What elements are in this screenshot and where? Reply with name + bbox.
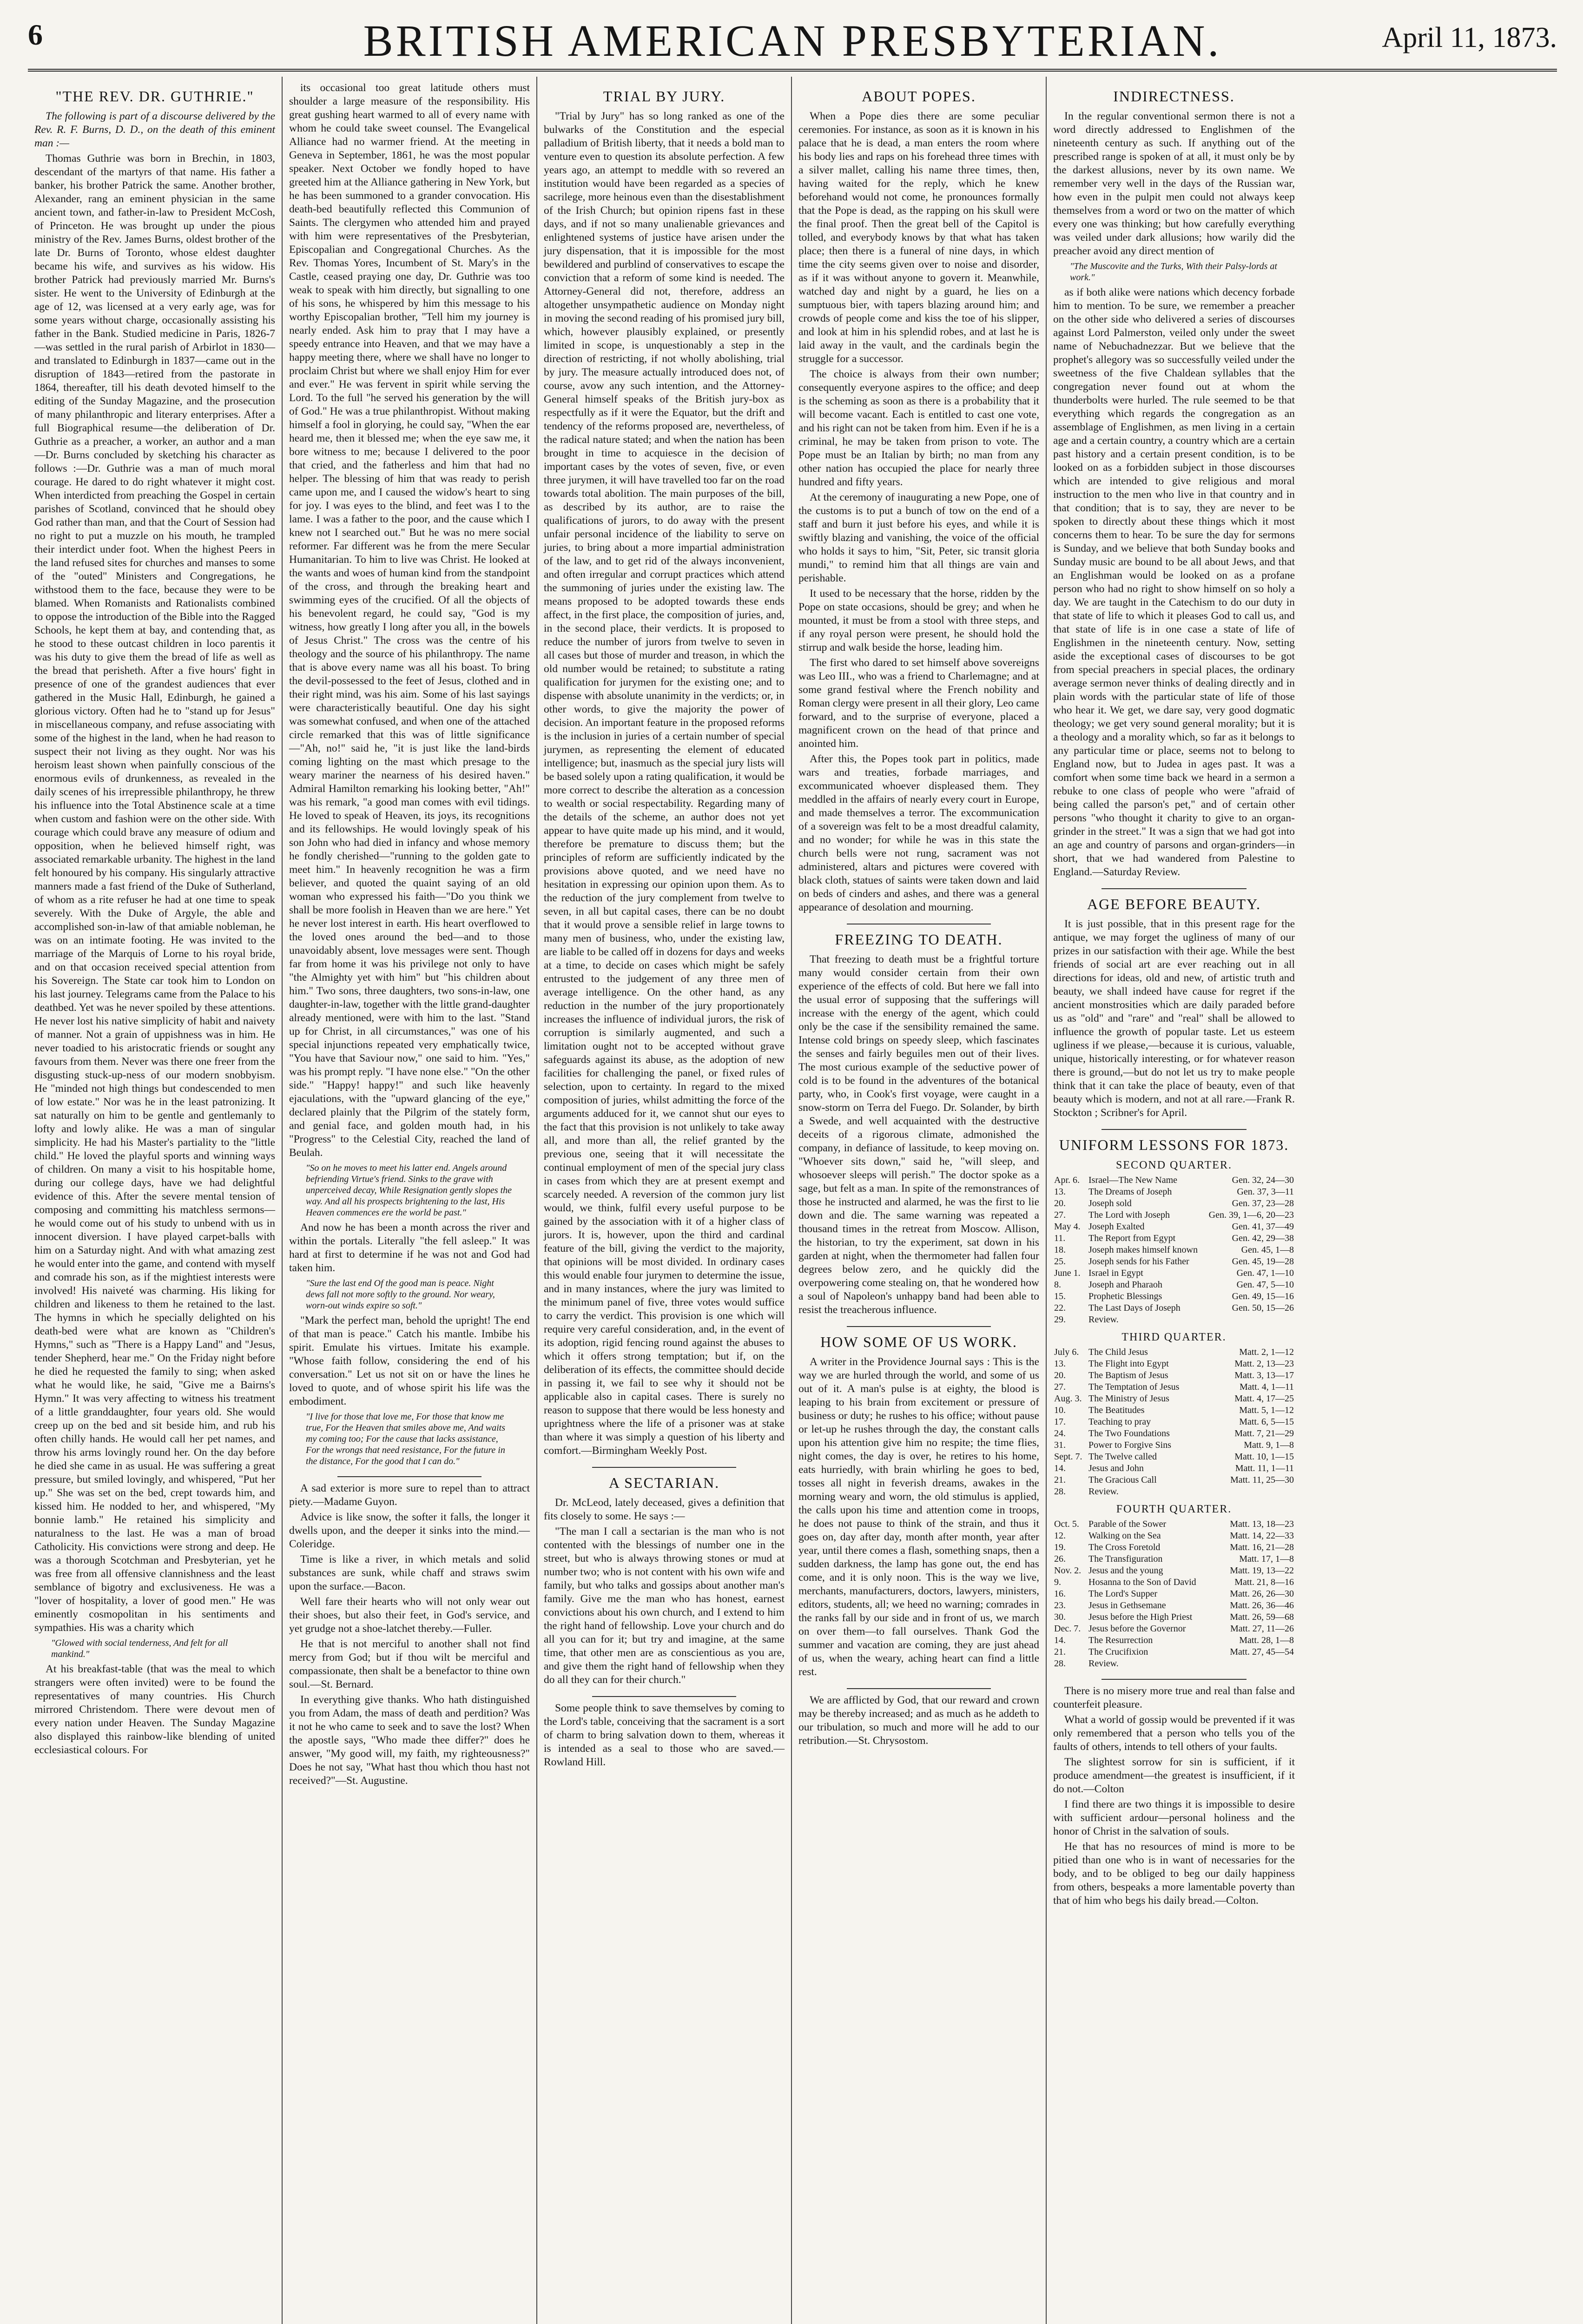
- lesson-title: Power to Forgive Sins: [1088, 1440, 1171, 1450]
- lesson-row: [1053, 1611, 1295, 1623]
- lesson-date: 21.: [1054, 1647, 1066, 1657]
- lesson-date: 14.: [1054, 1463, 1066, 1473]
- quotation: Well fare their hearts who will not only wear out their shoes, but also their feet, in God's service, and yet grudge not a shoe-latchet thereby.—Fuller.: [289, 1596, 530, 1635]
- lesson-date: Sept. 7.: [1054, 1452, 1082, 1462]
- lesson-ref: Matt. 13, 18—23: [1230, 1519, 1294, 1529]
- verse-quote: "The Muscovite and the Turks, With their Palsy-lords at work.": [1070, 261, 1277, 283]
- lesson-date: 18.: [1054, 1245, 1066, 1255]
- lesson-ref: Gen. 45, 19—28: [1232, 1256, 1294, 1267]
- page-number: 6: [28, 18, 43, 51]
- lesson-title: Review.: [1088, 1658, 1119, 1669]
- verse-quote: "Sure the last end Of the good man is peace. Night dews fall not more softly to the ground. Nor weary, worn-out winds expire so soft.": [306, 1278, 495, 1311]
- lesson-title: Walking on the Sea: [1088, 1531, 1161, 1541]
- quotation: In everything give thanks. Who hath distinguished you from Adam, the mass of death and perdition? Was it not he who came to seek and to save the lost? When the apostle says, "Who made thee differ?" does he answer, "My good will, my faith, my righteousness?" Does he not say, "What hast thou which thou hast not received?"—St. Augustine.: [289, 1694, 530, 1787]
- lesson-row: [1053, 1186, 1295, 1198]
- article-paragraph: A writer in the Providence Journal says : This is the way we are hurled through the world, and some of us out of it. A man's pulse is at eighty, the blood is leaping to his brain from excitement or pressure of business or duty; he rushes to his office; without pause or let-up he rushes through the day, the constant calls upon his attention give him no respite; the time flies, night comes, the day is over, he retires to his home, eats hurriedly, with brain whirling he goes to bed, tosses all night in feverish dreams, awakes in the morning weary and worn, the old stimulus is applied, the calls upon his time and attention come in troops, he does not pause to think of the strain, and thus it goes on, day after day, month after month, year after year, until there comes a flash, something snaps, then a sudden darkness, the lamp has gone out, the end has come, and it is only noon. This is the way we live, merchants, manufacturers, doctors, lawyers, ministers, editors, students, all; we heed no warning; comrades in the ranks fall by our side and in front of us, we march on over them—to fall ourselves. Thank God the summer and vacation are coming, they are just ahead of us, when the weary, aching heart can find a little rest.: [798, 1356, 1039, 1678]
- section-divider: [847, 1326, 991, 1327]
- verse-quote: "So on he moves to meet his latter end. Angels around befriending Virtue's friend. Sinks to the grave with unperceived decay, While Resignation gently slopes the way. And all his prospects brightening to the last, His Heaven commences ere the world be past.": [306, 1163, 512, 1218]
- section-divider: [1102, 1679, 1247, 1680]
- lesson-row: [1053, 1175, 1295, 1186]
- lesson-title: The Lord with Joseph: [1088, 1210, 1170, 1220]
- lesson-row: [1053, 1463, 1295, 1474]
- lesson-date: 22.: [1054, 1303, 1066, 1313]
- lesson-ref: [1204, 1314, 1295, 1326]
- lesson-ref: Matt. 2, 13—23: [1234, 1359, 1294, 1369]
- article-paragraph: When a Pope dies there are some peculiar ceremonies. For instance, as soon as it is known in his palace that he is dead, a man enters the room where his body lies and raps on his forehead three times with a silver mallet, calling his name three times, then, having waited for the reply, which he knew beforehand would not come, he pronounces formally that the Pope is dead, as the rapping on his skull were the final proof. Then the great bell of the Capitol is tolled, and everybody knows by that what has taken place; then there is a funeral of nine days, in which time the city seems given over to noise and disorder, as if it was without anyone to govern it. Meanwhile, watched day and night by a guard, he lies on a sumptuous bier, with tapers blazing around him; and crowds of people come and kiss the toe of his slipper, and look at him in his splendid robes, and at last he is laid away in the vault, and the cardinals begin the struggle for a successor.: [798, 110, 1039, 365]
- lesson-date: 8.: [1054, 1280, 1061, 1290]
- lesson-row: [1053, 1474, 1295, 1486]
- lesson-row: [1053, 1519, 1295, 1530]
- lesson-ref: Matt. 9, 1—8: [1244, 1440, 1294, 1450]
- lesson-title: Jesus before the Governor: [1088, 1624, 1186, 1634]
- quotation: He that has no resources of mind is more to be pitied than one who is in want of necessaries for the body, and to be obliged to beg our daily happiness from others, bespeaks a more lamentable poverty than that of him who begs his daily bread.—Colton.: [1053, 1841, 1295, 1907]
- lesson-ref: Gen. 47, 1—10: [1236, 1268, 1294, 1278]
- lesson-row: [1053, 1439, 1295, 1451]
- lesson-ref: Matt. 17, 1—8: [1239, 1554, 1294, 1564]
- lesson-title: Israel in Egypt: [1088, 1268, 1143, 1278]
- lesson-ref: [1209, 1486, 1295, 1498]
- lesson-date: 14.: [1054, 1635, 1066, 1645]
- quarter-heading: SECOND QUARTER.: [1116, 1159, 1232, 1171]
- quotation: He that is not merciful to another shall not find mercy from God; but if thou wilt be merciful and compassionate, then shalt be a benefactor to thine own soul.—St. Bernard.: [289, 1638, 530, 1690]
- lesson-date: 20.: [1054, 1370, 1066, 1380]
- lesson-row: [1053, 1244, 1295, 1256]
- lesson-date: 17.: [1054, 1417, 1066, 1427]
- column-3: [537, 77, 792, 2324]
- lesson-row: [1053, 1381, 1295, 1393]
- lesson-date: 27.: [1054, 1382, 1066, 1392]
- section-divider: [337, 1476, 482, 1477]
- lesson-title: The Report from Egypt: [1088, 1233, 1176, 1243]
- lesson-ref: Matt. 14, 22—33: [1230, 1531, 1294, 1541]
- lesson-date: 24.: [1054, 1428, 1066, 1439]
- lesson-title: Jesus in Gethsemane: [1088, 1600, 1166, 1611]
- lesson-title: Jesus before the High Priest: [1088, 1612, 1193, 1622]
- quarter-heading: THIRD QUARTER.: [1121, 1331, 1227, 1343]
- lesson-date: 23.: [1054, 1600, 1066, 1611]
- lesson-title: The Dreams of Joseph: [1088, 1187, 1172, 1197]
- article-paragraph: The choice is always from their own number; consequently everyone aspires to the office; and deep is the scheming as soon as there is a probability that it will become vacant. Each is entitled to cast one vote, and his right can not be taken from him. Even if he is a criminal, he may be taken from prison to vote. The Pope must be an Italian by birth; no man from any other nation has occupied the place for nearly three hundred and fifty years.: [798, 368, 1039, 488]
- lesson-date: Oct. 5.: [1054, 1519, 1079, 1529]
- lesson-row: [1053, 1588, 1295, 1600]
- lesson-title: Jesus and the young: [1088, 1565, 1163, 1576]
- lesson-date: 25.: [1054, 1256, 1066, 1267]
- lesson-date: 19.: [1054, 1542, 1066, 1552]
- lesson-ref: Matt. 7, 21—29: [1234, 1428, 1294, 1439]
- lesson-title: Jesus and John: [1088, 1463, 1144, 1473]
- lesson-title: The Transfiguration: [1088, 1554, 1163, 1564]
- lesson-ref: Gen. 41, 37—49: [1232, 1221, 1294, 1232]
- lesson-row: [1053, 1314, 1295, 1326]
- verse-quote: "Glowed with social tenderness, And felt for all mankind.": [51, 1638, 228, 1659]
- article-paragraph: In the regular conventional sermon there is not a word directly addressed to Englishmen of the nineteenth century as such. If anything out of the prescribed range is spoken of at all, it must only be by the darkest allusions, never by its own name. We remember very well in the days of the Russian war, how even in the pulpit men could not always keep themselves from a word or two on the matter of which every one was thinking; but how carefully everything was veiled under dark allusions; how warily did the preacher avoid any direct mention of: [1053, 110, 1295, 257]
- quotation: The slightest sorrow for sin is sufficient, if it produce amendment—the greatest is insufficient, if it do not.—Colton: [1053, 1756, 1295, 1795]
- article-paragraph: as if both alike were nations which decency forbade him to mention. To be sure, we remember a preacher on the other side who delivered a series of discourses against Lord Palmerston, veiled only under the sweet name of Nebuchadnezzar. But we believe that the prophet's allegory was so successfully veiled under the sweetness of the five Chaldean syllables that the congregation never found out at whom the thunderbolts were hurled. The rule seemed to be that everything which regards the congregation as an assemblage of Englishmen, as men living in a certain age and a certain country, a country which are a certain past history and a certain present condition, is to be looked on as a forbidden subject in those discourses which are intended to give religious and moral instruction to the men who live in that country and in that condition; that is to say, they are never to be spoken to directly about these things which it most concerns them to hear. To be sure the day for sermons is Sunday, and we believe that both Sunday books and Sunday music are bound to be all about Jews, and that an Englishman would be looked on as a profane person who had no right to show himself on so holy a day. We are taught in the Catechism to do our duty in that state of life to which it pleases God to call us, and that state of life is in one case a state of life of Englishmen in the nineteenth century. Now, setting aside the exceptional cases of discourses to be got from special preachers in special places, the ordinary average sermon never thinks of dealing directly and in plain words with the particular state of life of those who hear it. We get, we dare say, very good dogmatic theology; we get very sound general morality; but it is a theology and a morality which, so far as it belongs to any particular time or place, seems not to belong to England now, but to Judea in ages past. It was a comfort when some time back we heard in a sermon a rebuke to one class of people who were "afraid of being called the parson's pet," and of certain other persons "who thought it charity to give to an organ-grinder in the street." It was a sign that we had got into an age and country of parsons and organ-grinders—in short, that we had wandered from Palestine to England.—Saturday Review.: [1053, 286, 1295, 878]
- article-heading-trial-by-jury: TRIAL BY JURY.: [603, 88, 726, 105]
- lesson-title: The Gracious Call: [1088, 1475, 1157, 1485]
- lesson-row: [1053, 1600, 1295, 1611]
- lesson-row: [1053, 1233, 1295, 1244]
- article-paragraph: That freezing to death must be a frightful torture many would consider certain from their own experience of the effects of cold. But here we fall into the usual error of supposing that the sufferings will increase with the energy of the agent, which could only be the case if the sensibility remained the same. Intense cold brings on speedy sleep, which fascinates the senses and fairly beguiles men out of their lives. The most curious example of the seductive power of cold is to be found in the adventures of the botanical party, who, in Cook's first voyage, were caught in a snow-storm on Terra del Fuego. Dr. Solander, by birth a Swede, and well acquainted with the destructive deceits of a rigorous climate, admonished the company, in defiance of lassitude, to keep moving on. "Whoever sits down," said he, "will sleep, and whosoever sleeps will perish." The doctor spoke as a sage, but felt as a man. In spite of the remonstrances of those he instructed and alarmed, he was the first to lie down and die. The same warning was repeated a thousand times in the retreat from Moscow. Allison, the historian, to try the experiment, sat down in his garden at night, when the thermometer had fallen four degrees below zero, and he quickly did the overpowering come stealing on, that he wondered how a soul of Napoleon's unhappy band had been able to resist the treacherous influence.: [798, 953, 1039, 1316]
- lesson-date: 30.: [1054, 1612, 1066, 1622]
- lesson-title: The Two Foundations: [1088, 1428, 1170, 1439]
- article-paragraph: It is just possible, that in this present rage for the antique, we may forget the ugliness of many of our prizes in our satisfaction with their age. While the best friends of social art are ever reaching out in all directions for ideas, old and new, of artistic truth and beauty, we shall indeed have cause for regret if the ancient monstrosities which are daily paraded before us as "old" and "rare" and "real" shall be allowed to influence the growth of popular taste. Let us esteem ugliness if we please,—because it is curious, valuable, unique, historically interesting, or for whatever reason there is ground,—but do not let us try to make people think that it can take the place of beauty, even of that beauty which is modern, and not at all rare.—Frank R. Stockton ; Scribner's for April.: [1053, 918, 1295, 1119]
- lesson-title: The Child Jesus: [1088, 1347, 1148, 1357]
- lesson-row: [1053, 1221, 1295, 1233]
- uniform-lessons: [1053, 1136, 1295, 1670]
- lesson-ref: Matt. 27, 11—26: [1230, 1624, 1294, 1634]
- lesson-date: 9.: [1054, 1577, 1061, 1587]
- column-4: [792, 77, 1047, 2324]
- quotation: We are afflicted by God, that our reward and crown may be thereby increased; and as much as he addeth to our tribulation, so much and more will he add to our retribution.—St. Chrysostom.: [798, 1694, 1039, 1747]
- lesson-title: Joseph Exalted: [1088, 1221, 1145, 1232]
- lesson-ref: Gen. 37, 3—11: [1237, 1187, 1294, 1197]
- lesson-date: 29.: [1054, 1314, 1066, 1325]
- section-divider: [847, 1688, 991, 1689]
- article-heading-guthrie: "THE REV. DR. GUTHRIE.": [55, 88, 254, 105]
- lesson-title: The Lord's Supper: [1088, 1589, 1158, 1599]
- lesson-title: Joseph sold: [1088, 1198, 1132, 1208]
- lesson-row: [1053, 1370, 1295, 1381]
- article-paragraph: Dr. McLeod, lately deceased, gives a definition that fits closely to some. He says :—: [544, 1497, 785, 1522]
- lesson-ref: Matt. 3, 13—17: [1234, 1370, 1294, 1380]
- lesson-row: [1053, 1623, 1295, 1635]
- lesson-ref: Gen. 39, 1—6, 20—23: [1208, 1210, 1294, 1220]
- quotation: Time is like a river, in which metals and solid substances are sunk, while chaff and straws swim upon the surface.—Bacon.: [289, 1553, 530, 1592]
- lesson-row: [1053, 1542, 1295, 1553]
- lesson-row: [1053, 1658, 1295, 1670]
- lesson-row: [1053, 1577, 1295, 1588]
- article-paragraph: After this, the Popes took part in politics, made wars and treaties, forbade marriages, and excommunicated whoever displeased them. They meddled in the affairs of nearly every court in Europe, and made themselves a terror. The excommunication of a sovereign was felt to be a most dreadful calamity, and no wonder; for while he was in this state the church bells were not rung, sacrament was not administered, altars and pictures were covered with black cloth, statues of saints were taken down and laid on beds of cinders and ashes, and there was a general appearance of desolation and mourning.: [798, 753, 1039, 913]
- lessons-heading: UNIFORM LESSONS FOR 1873.: [1059, 1136, 1289, 1153]
- lesson-row: [1053, 1198, 1295, 1209]
- article-heading-how-we-work: HOW SOME OF US WORK.: [820, 1334, 1017, 1350]
- lesson-date: May 4.: [1054, 1221, 1081, 1232]
- lesson-date: 11.: [1054, 1233, 1066, 1243]
- lesson-ref: Matt. 19, 13—22: [1230, 1565, 1294, 1576]
- lesson-row: [1053, 1209, 1295, 1221]
- lessons-table-q4: [1053, 1519, 1295, 1670]
- lesson-title: The Temptation of Jesus: [1088, 1382, 1180, 1392]
- lesson-row: [1053, 1486, 1295, 1498]
- lesson-title: The Twelve called: [1088, 1452, 1157, 1462]
- lesson-title: Parable of the Sower: [1088, 1519, 1167, 1529]
- lesson-title: The Cross Foretold: [1088, 1542, 1161, 1552]
- lesson-row: [1053, 1428, 1295, 1439]
- lesson-ref: Matt. 21, 8—16: [1234, 1577, 1294, 1587]
- article-heading-indirectness: INDIRECTNESS.: [1113, 88, 1235, 105]
- article-heading-age-before-beauty: AGE BEFORE BEAUTY.: [1087, 896, 1261, 912]
- lesson-date: 28.: [1054, 1658, 1066, 1669]
- lesson-title: Teaching to pray: [1088, 1417, 1151, 1427]
- lesson-ref: Matt. 2, 1—12: [1239, 1347, 1294, 1357]
- lesson-date: 16.: [1054, 1589, 1066, 1599]
- article-paragraph: Thomas Guthrie was born in Brechin, in 1803, descendant of the martyrs of that name. His father a banker, his brother Patrick the same. Another brother, Alexander, rang an eminent physician in the same ancient town, and father-in-law to President McCosh, of Princeton. He was brought up under the pious ministry of the Rev. James Burns, oldest brother of the late Dr. Burns of Toronto, whose eldest daughter became his wife, and survives as his widow. His brother Patrick had previously married Mr. Burns's sister. He went to the University of Edinburgh at the age of 12, was licensed at a very early age, was for some years without charge, occasionally assisting his father in the Bank. Studied medicine in Paris, 1826-7—was settled in the rural parish of Arbirlot in 1830—and translated to Edinburgh in 1837—came out in the disruption of 1843—retired from the pastorate in 1864, thereafter, till his death devoted himself to the editing of the Sunday Magazine, and the prosecution of many philanthropic and literary enterprises. After a full Biographical resume—the deliberation of Dr. Guthrie as a preacher, a worker, an author and a man—Dr. Burns concluded by sketching his character as follows :—Dr. Guthrie was a man of much moral courage. He dared to do right whatever it might cost. When interdicted from preaching the Gospel in certain parishes of Scotland, convinced that he should obey God rather than man, and that the Court of Session had no right to put a muzzle on his mouth, he trampled their interdict under foot. When the highest Peers in the land refused sites for churches and manses to some of the "outed" Ministers and Congregations, he withstood them to the face, because they were to be blamed. When Romanists and Rationalists combined to oppose the introduction of the Bible into the Ragged Schools, he kept them at bay, and contending that, as he stood to these outcast children in loco parentis it was his duty to give them the bread of life as well as the bread that perisheth. After a five hours' fight in presence of one of the grandest audiences that ever gathered in the Music Hall, Edinburgh, he gained a glorious victory. Often had he to "stand up for Jesus" in miscellaneous company, and refuse associating with some of the highest in the land, when he had reason to suspect their not living as they ought. Nor was his heroism least shown when painfully conscious of the enormous evils of drunkenness, as revealed in the daily scenes of his irrepressible philanthropy, he threw his influence into the Total Abstinence scale at a time when custom and fashion were on the other side. With courage which could brave any measure of odium and opposition, when he believed himself right, was associated remarkable urbanity. The highest in the land felt honoured by his company. His singularly attractive manners made a fast friend of the Duke of Sutherland, of whom as a rite refuser he had at one time to speak severely. With the Duke of Argyle, the able and accomplished son-in-law of that amiable nobleman, he was on an intimate footing. He was invited to the marriage of the Marquis of Lorne to his royal bride, and on that occasion received special attention from his Sovereign. The State car took him to London on his last journey. Telegrams came from the Palace to his deathbed. Yet was he never spoiled by these attentions. He never lost his native simplicity of habit and naivety of manner. Not a grain of uppishness was in him. He never toadied to his aristocratic friends or sought any favours from them. Never was there one freer from the disgusting stuck-up-ness of our modern snobbyism. He "minded not high things but condescended to men of low estate." Nor was he in the least patronizing. It sat naturally on him to be gentle and gentlemanly to lofty and lowly alike. He was a man of singular simplicity. He had his Master's partiality to the "little child." He loved the playful sports and winning ways of children. On many a visit to his hospitable home, during our college days, have we had delightful evidence of this. After the severe mental tension of composing and committing his matchless sermons—he would come out of his study to unbend with us in innocent diversion. I have played carpet-balls with him on a Saturday night. And with what amazing zest he would enter into the game, and contend with myself and comrade his son, as if the mightiest interests were involved! His naiveté was charming. His liking for children and likeness to them he retained to the last. The hymns in which he specially delighted on his death-bed were what are known as "Children's Hymns," such as "There is a Happy Land" and "Jesus, tender Shepherd, hear me." On the Friday night before he died he requested the family to sing; when asked what he would like, he said, "Give me a Bairns's Hymn." It was very affecting to witness his treatment of a little granddaughter, four years old. She would creep up on the bed and sit beside him, and rub his often chilly hands. He would call her pet names, and throw his arms lovingly round her. On the day before he died she came in as usual. He was suffering a great pressure, but smiled lovingly, and whispered, "Put her up." She was set on the bed, crept towards him, and kissed him. He nodded to her, and whispered, "My bonnie lamb." He retained his simplicity and naturalness to the last. He was a man of broad Catholicity. His convictions were strong and deep. He was a thorough Scotchman and Presbyterian, yet he was free from all offensive clannishness and the least semblance of bigotry and exclusiveness. He was a "lover of hospitality, a lover of good men." He was eminently cosmopolitan in his sentiments and sympathies. His was a charity which: [34, 152, 275, 1634]
- lesson-ref: Gen. 42, 29—38: [1232, 1233, 1294, 1243]
- quotation: There is no misery more true and real than false and counterfeit pleasure.: [1053, 1685, 1295, 1710]
- page-columns: [28, 77, 1557, 2324]
- lesson-ref: Matt. 4, 1—11: [1239, 1382, 1294, 1392]
- lesson-title: Joseph sends for his Father: [1088, 1256, 1189, 1267]
- lesson-title: The Last Days of Joseph: [1088, 1303, 1181, 1313]
- lesson-ref: Matt. 27, 45—54: [1230, 1647, 1294, 1657]
- lesson-row: [1053, 1416, 1295, 1428]
- article-heading-about-popes: ABOUT POPES.: [862, 88, 976, 105]
- lesson-ref: Matt. 26, 59—68: [1230, 1612, 1294, 1622]
- lesson-row: [1053, 1405, 1295, 1416]
- article-paragraph: At his breakfast-table (that was the meal to which strangers were often invited) were to be found the representatives of many countries. His Church mirrored Christendom. There were devout men of every nation under Heaven. The Sunday Magazine also displayed this rainbow-like blending of united ecclesiastical colours. For: [34, 1663, 275, 1756]
- lesson-date: Dec. 7.: [1054, 1624, 1081, 1634]
- lesson-date: June 1.: [1054, 1268, 1081, 1278]
- lesson-ref: Gen. 49, 15—16: [1232, 1291, 1294, 1301]
- lesson-ref: Matt. 10, 1—15: [1234, 1452, 1294, 1462]
- lesson-date: 10.: [1054, 1405, 1066, 1415]
- lesson-title: Prophetic Blessings: [1088, 1291, 1162, 1301]
- lesson-date: 27.: [1054, 1210, 1066, 1220]
- lesson-date: 21.: [1054, 1475, 1066, 1485]
- lesson-title: The Resurrection: [1088, 1635, 1153, 1645]
- section-divider: [592, 1696, 737, 1697]
- lesson-ref: Matt. 11, 1—11: [1235, 1463, 1294, 1473]
- lesson-row: [1053, 1393, 1295, 1405]
- lesson-row: [1053, 1358, 1295, 1370]
- lesson-row: [1053, 1646, 1295, 1658]
- newspaper-title: BRITISH AMERICAN PRESBYTERIAN.: [363, 16, 1222, 66]
- lessons-table-q3: [1053, 1347, 1295, 1498]
- lesson-ref: Matt. 28, 1—8: [1239, 1635, 1294, 1645]
- lesson-row: [1053, 1565, 1295, 1577]
- lesson-ref: Matt. 16, 21—28: [1230, 1542, 1294, 1552]
- lesson-ref: Matt. 26, 36—46: [1230, 1600, 1294, 1611]
- lesson-title: Joseph makes himself known: [1088, 1245, 1198, 1255]
- lesson-title: Review.: [1088, 1486, 1119, 1497]
- lesson-row: [1053, 1268, 1295, 1279]
- lesson-row: [1053, 1302, 1295, 1314]
- article-paragraph: And now he has been a month across the river and within the portals. Literally "the fell asleep." It was hard at first to determine if he was not and God had taken him.: [289, 1221, 530, 1274]
- lesson-ref: Matt. 4, 17—25: [1234, 1393, 1294, 1404]
- lesson-date: 15.: [1054, 1291, 1066, 1301]
- lesson-title: Review.: [1088, 1314, 1119, 1325]
- lesson-date: Nov. 2.: [1054, 1565, 1082, 1576]
- lesson-date: 26.: [1054, 1554, 1066, 1564]
- column-2: [283, 77, 537, 2324]
- quarter-heading: FOURTH QUARTER.: [1116, 1503, 1232, 1515]
- lesson-date: July 6.: [1054, 1347, 1079, 1357]
- lesson-row: [1053, 1451, 1295, 1463]
- lesson-title: Joseph and Pharaoh: [1088, 1280, 1162, 1290]
- article-paragraph: its occasional too great latitude others must shoulder a large measure of the responsibility. His great gushing heart warmed to all of every name with whom he could take sweet counsel. The Evangelical Alliance had no warmer friend. At the meeting in Geneva in September, 1861, he was the most popular speaker. Next October we fondly hoped to have greeted him at the Alliance gathering in New York, but he has been summoned to a grander convocation. His death-bed beautifully reflected this Communion of Saints. The clergymen who attended him and prayed with him were representatives of the Presbyterian, Episcopalian and Congregational Churches. As the Rev. Thomas Yores, Incumbent of St. Mary's in the Castle, ceased praying one day, Dr. Guthrie was too weak to speak with him directly, but signalling to one of his sons, he whispered by him this message to his worthy Episcopalian brother, "Tell him my journey is nearly ended. Ask him to pray that I may have a speedy entrance into Heaven, and that we may have a happy meeting there, where we shall have no longer to proclaim Christ but where we shall enjoy Him for ever and ever." He was fervent in spirit while serving the Lord. To the full "he served his generation by the will of God." He was a true philanthropist. Without making himself a fool in glorying, he could say, "When the ear heard me, then it blessed me; when the eye saw me, it bore witness to me; because I delivered to the poor that cried, and the fatherless and him that had no helper. The blessing of him that was ready to perish came upon me, and I caused the widow's heart to sing for joy. I was eyes to the blind, and feet was I to the lame. I was a father to the poor, and the cause which I knew not I searched out." But he was no mere social reformer. Far different was he from the mere Secular Humanitarian. To him to live was Christ. He looked at the wants and woes of human kind from the standpoint of the cross, and through the breaking heart and swimming eyes of the crucified. Of all the objects of his benevolent regard, he could say, "God is my witness, how greatly I long after you all, in the bowels of Jesus Christ." The cross was the centre of his theology and the source of his philanthropy. The name that is above every name was all his boast. To bring the devil-possessed to the feet of Jesus, clothed and in their right mind, was his aim. Some of his last sayings were characteristically beautiful. One day his sight was somewhat confused, and when one of the attached circle remarked that this was of little significance—"Ah, no!" said he, "it is just like the land-birds coming lighting on the mast which presage to the weary mariner the nearness of his desired haven." Admiral Hamilton remarking his looking better, "Ah!" was his remark, "a good man comes with evil tidings. He loved to speak of Heaven, its joys, its recognitions and its fellowships. He would lovingly speak of his son John who had died in infancy and whose memory he fondly cherished—"running to the golden gate to meet him." In heavenly recognition he was a firm believer, and quoted the quaint saying of an old woman who expressed his faith—"Do you think we shall be more foolish in Heaven than we are here." Yet he never lost interest in earth. His heart overflowed to the loved ones around the bed—and to those unavoidably absent, love messages were sent. Though far from home it was his privilege not only to have "the Almighty yet with him" but "his children about him." Two sons, three daughters, two sons-in-law, one daughter-in-law, together with the little grand-daughter already mentioned, were with him to the last. "Stand up for Christ, in all circumstances," was one of his special injunctions repeated very emphatically twice, "You have that Saviour now," one said to him. "Yes," was his prompt reply. "I have none else." "On the other side." "Happy! happy!" and such like heavenly ejaculations, with the "upward glancing of the eye," declared plainly that the Pilgrim of the stately form, and genial face, and golden mouth had, in his "Progress" to the Celestial City, reached the land of Beulah.: [289, 82, 530, 1159]
- lesson-ref: Gen. 50, 15—26: [1232, 1303, 1294, 1313]
- lesson-ref: Matt. 26, 26—30: [1230, 1589, 1294, 1599]
- lesson-ref: Matt. 5, 1—12: [1239, 1405, 1294, 1415]
- article-paragraph: At the ceremony of inaugurating a new Pope, one of the customs is to put a bunch of tow on the end of a staff and burn it just before his eyes, and while it is swiftly blazing and vanishing, the voice of the official who holds it says to him, "Sit, Peter, sic transit gloria mundi," to remind him that all things are vain and perishable.: [798, 491, 1039, 584]
- article-paragraph: "The man I call a sectarian is the man who is not contented with the blessings of number one in the street, but who is always throwing stones or mud at number two; who is not content with his own wife and family, but who talks and gossips about another man's family. Give me the man who has honest, earnest convictions about his own church, and I extend to him the right hand of fellowship. Love your church and do all you can for it; but try and imagine, at the same time, that other men are as conscientious as you are, and give them the right hand of fellowship when they do all they can for their church.": [544, 1525, 785, 1686]
- column-5: [1047, 77, 1301, 2324]
- lesson-ref: Gen. 37, 23—28: [1232, 1198, 1294, 1208]
- lesson-title: Hosanna to the Son of David: [1088, 1577, 1196, 1587]
- lesson-row: [1053, 1530, 1295, 1542]
- lesson-ref: [1217, 1658, 1295, 1670]
- issue-date: April 11, 1873.: [1382, 22, 1557, 53]
- section-divider: [1102, 1129, 1247, 1130]
- lesson-title: Israel—The New Name: [1088, 1175, 1178, 1185]
- section-divider: [1102, 888, 1247, 889]
- lesson-ref: Matt. 11, 25—30: [1230, 1475, 1294, 1485]
- lesson-date: 13.: [1054, 1187, 1066, 1197]
- quotation: A sad exterior is more sure to repel than to attract piety.—Madame Guyon.: [289, 1482, 530, 1508]
- lesson-title: The Ministry of Jesus: [1088, 1393, 1169, 1404]
- lesson-row: [1053, 1635, 1295, 1646]
- lesson-title: The Crucifixion: [1088, 1647, 1148, 1657]
- masthead: [28, 8, 1557, 72]
- article-paragraph: The first who dared to set himself above sovereigns was Leo III., who was a friend to Charlemagne; and at some grand festival where the French nobility and Roman clergy were present in all their glory, Leo came forward, and to the surprise of everyone, placed a magnificent crown on the head of that prince and anointed him.: [798, 657, 1039, 750]
- article-paragraph: "Mark the perfect man, behold the upright! The end of that man is peace." Catch his mantle. Imbibe his spirit. Emulate his virtues. Imitate his example. "Whose faith follow, considering the end of his conversation." Let us not sit on or have the lines he loved to quote, and of whose spirit his life was the embodiment.: [289, 1314, 530, 1407]
- lesson-date: 31.: [1054, 1440, 1066, 1450]
- quotation: Advice is like snow, the softer it falls, the longer it dwells upon, and the deeper it sinks into the mind.—Coleridge.: [289, 1511, 530, 1550]
- article-paragraph: It used to be necessary that the horse, ridden by the Pope on state occasions, should be grey; and when he mounted, it must be from a stool with three steps, and if any royal person were present, he should hold the stirrup and walk beside the horse, leading him.: [798, 588, 1039, 654]
- quotation: What a world of gossip would be prevented if it was only remembered that a person who tells you of the faults of others, intends to tell others of your faults.: [1053, 1714, 1295, 1753]
- lesson-date: 20.: [1054, 1198, 1066, 1208]
- lessons-table-q2: [1053, 1175, 1295, 1326]
- lesson-row: [1053, 1256, 1295, 1268]
- lesson-title: The Beatitudes: [1088, 1405, 1145, 1415]
- article-paragraph: The following is part of a discourse delivered by the Rev. R. F. Burns, D. D., on the death of this eminent man :—: [34, 110, 275, 149]
- lesson-title: The Baptism of Jesus: [1088, 1370, 1168, 1380]
- lesson-title: The Flight into Egypt: [1088, 1359, 1169, 1369]
- article-paragraph: "Trial by Jury" has so long ranked as one of the bulwarks of the Constitution and the especial palladium of British liberty, that it needs a bold man to venture even to question its absolute perfection. A few years ago, an attempt to meddle with so revered an institution would have been regarded as a species of sacrilege, more heinous even than the disestablishment of the Irish Church; but opinion ripens fast in these days, and if not so many unalienable grievances and enlightened systems of justice have arisen under the jury dispensation, that it is impossible for the most bewildered and purblind of conservatives to escape the conviction that a reform of some kind is needed. The Attorney-General did not, therefore, address an altogether unsympathetic audience on Monday night in moving the second reading of his promised jury bill, which, however plausibly explained, or presently limited in scope, is unquestionably a step in the direction of restricting, if not wholly abolishing, trial by jury. The measure actually introduced does not, of course, avow any such intention, and the Attorney-General himself speaks of the British jury-box as respectfully as if it were the Equator, but the drift and tendency of the reforms proposed are, nevertheless, of the radical nature stated; and when the nation has been brought in time to acquiesce in the decision of important cases by the votes of seven, five, or even three jurymen, it will have travelled too far on the road towards total abolition. The main purposes of the bill, as described by its author, are to raise the qualifications of jurors, to do away with the present unfair personal incidence of the liability to serve on juries, to bring about a more impartial administration of the law, and to get rid of the always inconvenient, and often irregular and corrupt practices which attend the summoning of juries under the existing law. The means proposed to be adopted towards these ends affect, in the first place, the composition of juries, and, in the second place, their verdicts. It is proposed to reduce the number of jurors from twelve to seven in all cases but those of murder and treason, in which the old number would be retained; to substitute a rating qualification for jurymen for the existing one; and to dispense with absolute unanimity in the verdicts; or, in other words, to give the majority the power of decision. An important feature in the proposed reforms is the inclusion in juries of a certain number of special jurymen, as representing the element of educated intelligence; but, inasmuch as the special jury lists will be based solely upon a rating qualification, it would be more correct to describe the alteration as a concession to wealth or social respectability. Regarding many of the details of the scheme, an author does not yet appear to have quite made up his mind, and it would, therefore be premature to discuss them; but the principles of reform are sufficiently indicated by the provisions above quoted, and we need have no hesitation in expressing our opinion upon them. As to the reduction of the jury complement from twelve to seven, in all but capital cases, there can be no doubt that it would prove a sensible relief in large towns to many men of business, who, under the existing law, are liable to be called off in dozens for days and weeks at a time, to decide on cases which might be safely entrusted to the judgement of any three men of average intelligence. On the other hand, as any reduction in the number of the jury proportionately increases the influence of individual jurors, the risk of corruption is similarly augmented, and such a limitation ought not to be accepted without grave safeguards against its abuse, as the adoption of new facilities for challenging the panel, or fixed rules of selection, upon to certainty. In regard to the mixed composition of juries, whilst admitting the force of the arguments adduced for it, we cannot shut our eyes to the fact that this provision is not unlikely to take away all, and more than all, the relief granted by the previous one, seeing that it will necessitate the continual employment of men of the special jury class in cases from which they are at present exempt and scarcely needed. A reversion of the common jury list would, we think, fulfil every useful purpose to be gained by the association with it of a higher class of jurors. It is, however, upon the third and cardinal feature of the bill, giving the verdict to the majority, that opinions will be most divided. In ordinary cases this would enable four jurymen to determine the issue, and in many instances, where the jury was limited to the minimum panel of five, three votes would suffice to carry the verdict. This provision is one which will require very careful consideration, and, in the event of its adoption, rigid fencing round against the abuses to which it offers strong temptation; but if, on the deliberation of its effects, the committee should decide in passing it, we fail to see why it should not be applicable also in capital cases. There is surely no reason to suppose that there would be less honesty and uprightness where the life of a prisoner was at stake than where it was simply a question of his liberty and comfort.—Birmingham Weekly Post.: [544, 110, 785, 1457]
- lesson-row: [1053, 1291, 1295, 1302]
- lesson-row: [1053, 1279, 1295, 1291]
- column-1: [28, 77, 283, 2324]
- lesson-ref: Matt. 6, 5—15: [1239, 1417, 1294, 1427]
- lesson-date: 28.: [1054, 1486, 1066, 1497]
- verse-quote: "I live for those that love me, For those that know me true, For the Heaven that smiles above me, And waits my coming too; For the cause that lacks assistance, For the wrongs that need resistance, For the future in the distance, For the good that I can do.": [306, 1412, 506, 1466]
- quotation: Some people think to save themselves by coming to the Lord's table, conceiving that the sacrament is a sort of charm to bring salvation down to them, whereas it is intended as a seal to those who are saved.—Rowland Hill.: [544, 1702, 785, 1768]
- lesson-row: [1053, 1347, 1295, 1358]
- lesson-date: Aug. 3.: [1054, 1393, 1082, 1404]
- lesson-ref: Gen. 47, 5—10: [1236, 1280, 1294, 1290]
- lesson-date: 12.: [1054, 1531, 1066, 1541]
- section-divider: [592, 1467, 737, 1468]
- lesson-ref: Gen. 45, 1—8: [1241, 1245, 1294, 1255]
- lesson-ref: Gen. 32, 24—30: [1232, 1175, 1294, 1185]
- quotation: I find there are two things it is impossible to desire with sufficient ardour—personal holiness and the honor of Christ in the salvation of souls.: [1053, 1798, 1295, 1837]
- article-heading-sectarian: A SECTARIAN.: [608, 1474, 720, 1491]
- lesson-date: Apr. 6.: [1054, 1175, 1080, 1185]
- lesson-date: 13.: [1054, 1359, 1066, 1369]
- article-heading-freezing: FREEZING TO DEATH.: [835, 931, 1003, 948]
- lesson-row: [1053, 1553, 1295, 1565]
